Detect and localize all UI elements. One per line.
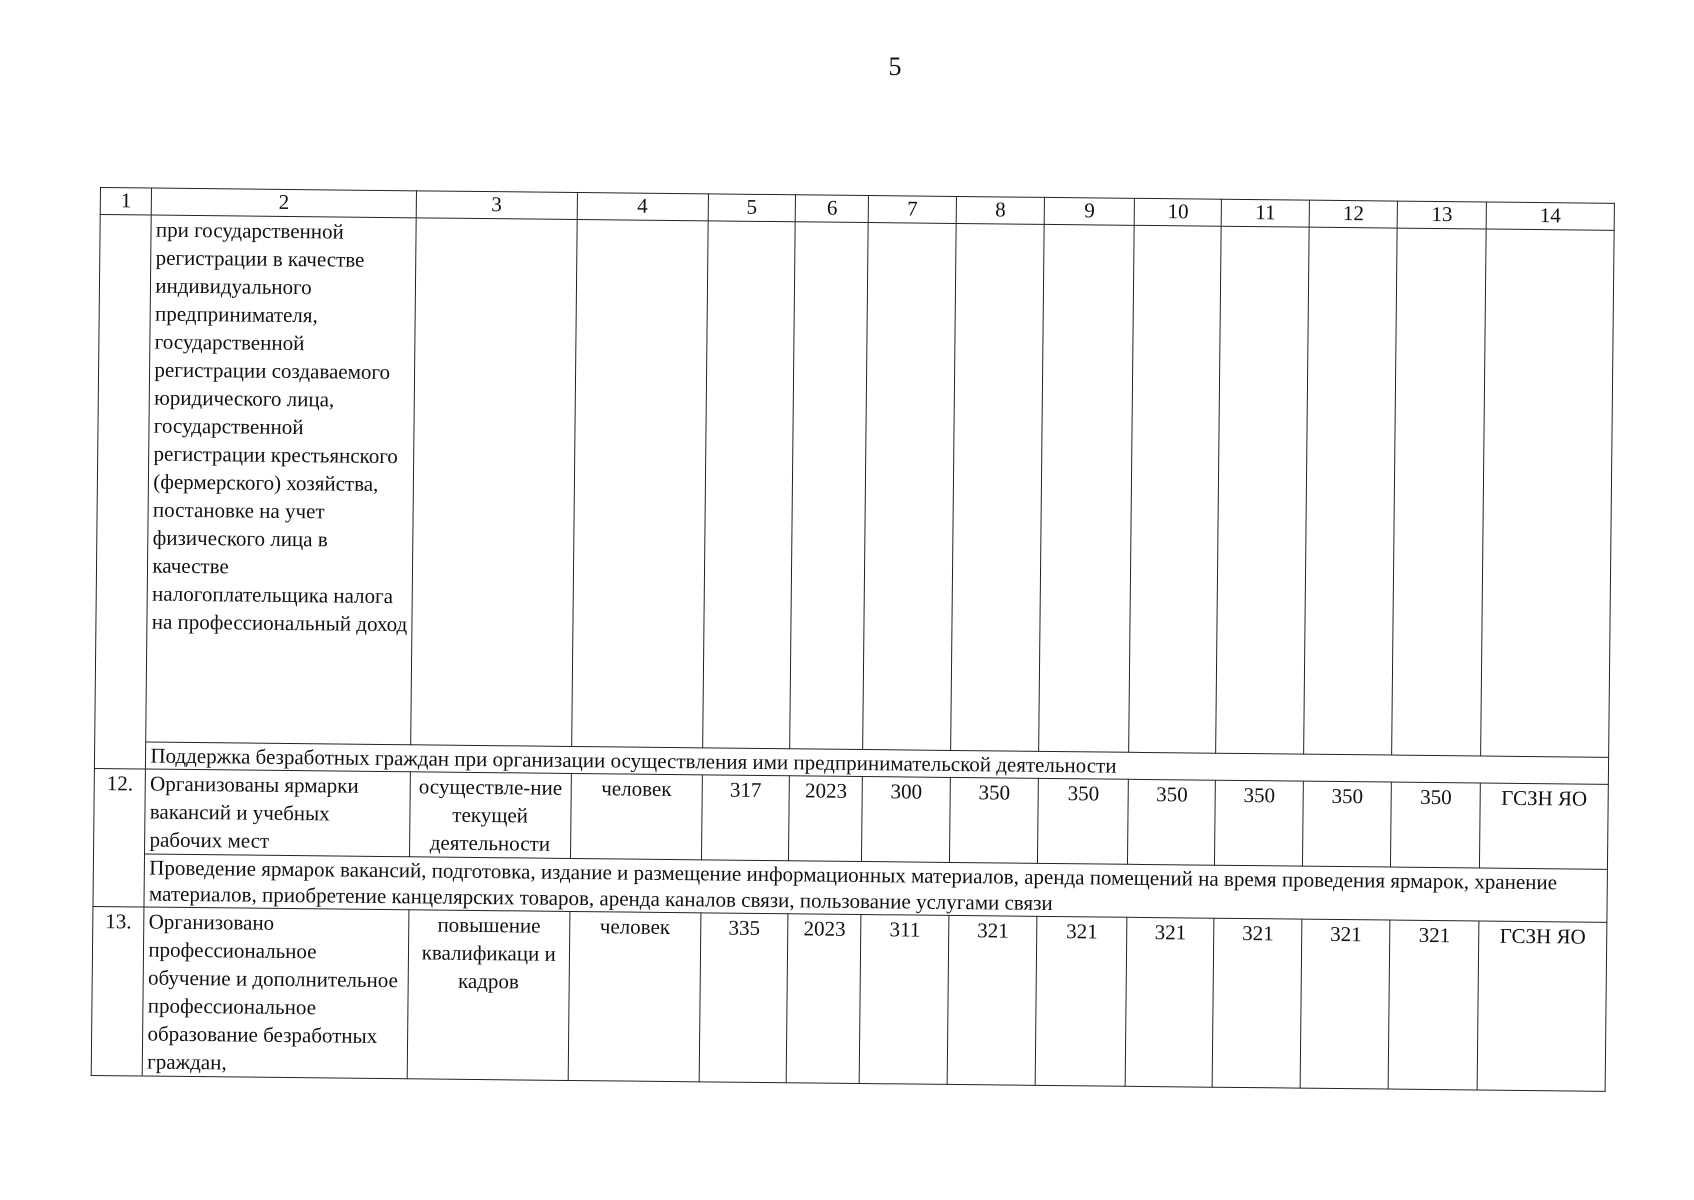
header-cell: 7 xyxy=(869,196,957,224)
indicator-name-cell: Организовано профессиональное обучение и дополнительное профессиональное образование безработных граждан, xyxy=(143,907,409,1079)
table-row xyxy=(91,906,1607,1091)
value-cell: 350 xyxy=(1215,780,1303,866)
header-cell: 12 xyxy=(1309,200,1398,228)
document-table-container xyxy=(91,187,1615,1092)
indicators-table xyxy=(91,187,1615,1092)
table-cell xyxy=(1481,229,1615,757)
header-cell: 3 xyxy=(416,191,577,220)
value-cell: 350 xyxy=(949,777,1038,863)
section-note: Проведение ярмарок вакансий, подготовка, издание и размещение информационных материалов, аренда помещений на время проведения ярмарок, хранение материалов, приобретение канцелярских товаров, аренда каналов связи, пользование услугами связи xyxy=(144,854,1607,922)
indicator-name-cell: при государственной регистрации в качестве индивидуального предпринимателя, государственной регистрации создаваемого юридического лица, государственной регистрации крестьянского (фермерского) хозяйства, постановке на учет физического лица в качестве налогоплательщика налога на профессиональный доход xyxy=(146,215,416,745)
table-cell xyxy=(951,223,1045,751)
value-cell: 350 xyxy=(1038,778,1129,864)
table-cell xyxy=(863,223,956,751)
base-value-cell: 335 xyxy=(699,913,788,1083)
value-cell: 311 xyxy=(860,915,949,1085)
header-cell: 6 xyxy=(795,195,869,223)
header-cell: 1 xyxy=(100,188,152,216)
page-number: 5 xyxy=(888,52,902,81)
value-cell: 350 xyxy=(1391,782,1480,868)
section-note: Поддержка безработных граждан при организации осуществления ими предпринимательской деятельности xyxy=(146,742,1609,784)
table-cell xyxy=(1129,225,1222,753)
responsible-cell: ГСЗН ЯО xyxy=(1479,783,1608,869)
table-cell xyxy=(1392,228,1486,756)
row-number-cell: 12. xyxy=(93,768,146,907)
value-cell: 321 xyxy=(1036,916,1127,1086)
table-cell xyxy=(411,218,577,747)
value-cell: 321 xyxy=(1125,917,1214,1087)
unit-cell: человек xyxy=(570,773,702,859)
value-cell: 350 xyxy=(1127,779,1215,865)
base-year-cell: 2023 xyxy=(789,776,863,862)
table-row xyxy=(95,215,1614,758)
header-cell: 10 xyxy=(1134,198,1222,226)
value-cell: 321 xyxy=(1300,919,1390,1089)
value-cell: 300 xyxy=(862,777,950,863)
header-cell: 4 xyxy=(577,192,708,220)
table-cell xyxy=(1216,226,1309,754)
header-cell: 2 xyxy=(152,188,417,218)
value-cell: 321 xyxy=(1213,918,1302,1088)
table-cell xyxy=(571,219,708,747)
header-cell: 5 xyxy=(708,194,796,222)
base-value-cell: 317 xyxy=(701,775,789,861)
unit-cell: человек xyxy=(568,911,701,1081)
table-cell xyxy=(702,221,795,749)
header-cell: 14 xyxy=(1486,202,1614,230)
table-cell xyxy=(790,222,869,750)
header-cell: 8 xyxy=(956,196,1045,224)
indicator-type-cell: повышение квалификаци и кадров xyxy=(407,910,569,1081)
row-number-cell xyxy=(94,215,151,770)
value-cell: 321 xyxy=(1389,920,1479,1090)
indicator-name-cell: Организованы ярмарки вакансий и учебных рабочих мест xyxy=(145,769,410,857)
table-cell xyxy=(1304,227,1398,755)
table-cell xyxy=(1039,224,1134,752)
value-cell: 350 xyxy=(1302,781,1391,867)
header-cell: 13 xyxy=(1398,201,1487,229)
indicator-type-cell: осуществле-ние текущей деятельности xyxy=(409,772,571,859)
value-cell: 321 xyxy=(947,915,1037,1085)
base-year-cell: 2023 xyxy=(786,914,861,1084)
table-row xyxy=(94,768,1609,869)
header-cell: 9 xyxy=(1045,197,1135,225)
responsible-cell: ГСЗН ЯО xyxy=(1477,921,1607,1091)
header-cell: 11 xyxy=(1222,199,1310,227)
row-number-cell: 13. xyxy=(91,906,144,1076)
